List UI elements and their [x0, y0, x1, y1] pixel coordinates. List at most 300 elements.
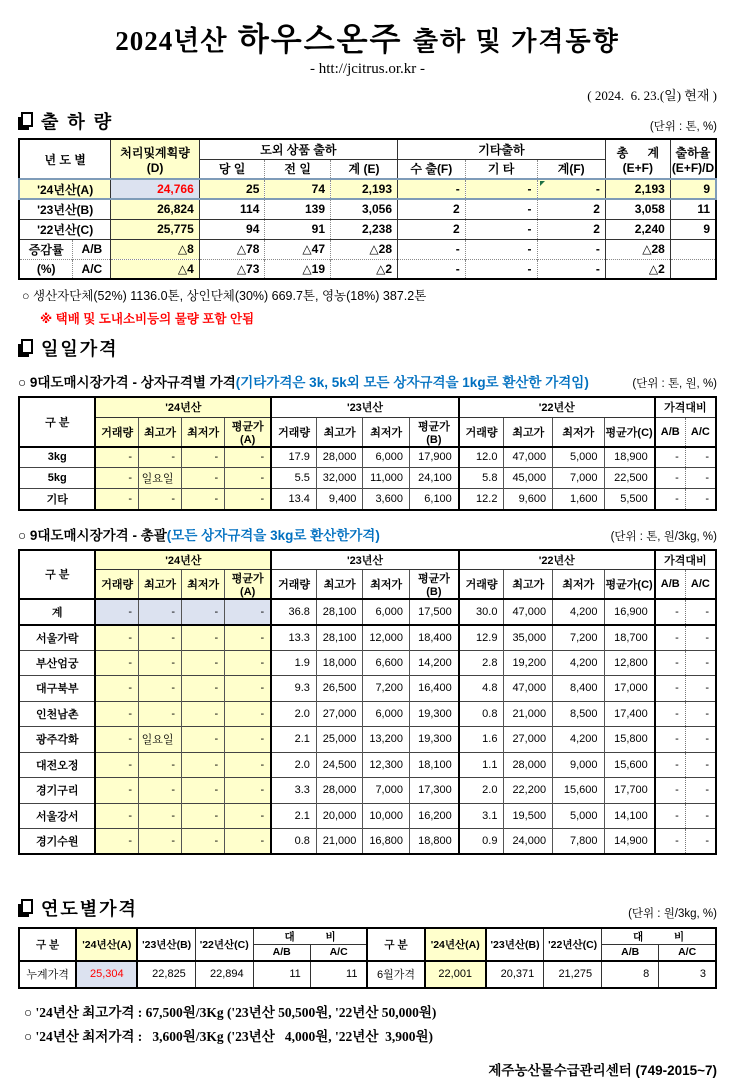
section-shipment-header — [18, 108, 717, 134]
table-cell: 18,900 — [604, 447, 655, 468]
row-label: 광주각화 — [19, 727, 95, 753]
col-y24: '24년산(A) — [425, 928, 486, 961]
cell-total: △2 — [605, 259, 670, 279]
cell-sum-e: 2,193 — [331, 179, 398, 199]
subcol: 최저가 — [553, 417, 604, 447]
table-cell: 19,200 — [504, 650, 553, 676]
cell-cumulative-y23: 22,825 — [137, 961, 195, 988]
table-cell: 28,100 — [316, 599, 363, 625]
subcol: 거래량 — [459, 417, 504, 447]
row-label: 대전오정 — [19, 752, 95, 778]
cell-total: 3,058 — [605, 199, 670, 219]
col-total — [605, 139, 670, 179]
subcol: 최고가 — [139, 570, 182, 600]
table-cell: - — [655, 676, 686, 702]
subcol: 거래량 — [271, 570, 316, 600]
table-cell: 9,600 — [504, 489, 553, 510]
table-cell: - — [685, 468, 716, 489]
cell-export: - — [398, 239, 466, 259]
highest-price-note: ○ '24년산 최고가격 : 67,500원/3Kg ('23년산 50,500원, '22년산 50,000원) — [24, 1004, 437, 1020]
table-cell: 9,400 — [316, 489, 363, 510]
cell-plan: △8 — [111, 239, 199, 259]
table-cell: 17,900 — [409, 447, 458, 468]
total-price-subheader — [18, 524, 717, 544]
col-ab: A/B — [253, 945, 310, 961]
subcol: 최고가 — [504, 570, 553, 600]
cell-total: 2,240 — [605, 219, 670, 239]
row-label: 계 — [19, 599, 95, 625]
table-cell: - — [182, 676, 225, 702]
row-2024 — [19, 179, 716, 199]
cell-sum-f — [537, 179, 605, 199]
grp-y23: '23년산 — [271, 550, 459, 570]
unit-label: (단위 : 원/3kg, %) — [628, 908, 717, 920]
col-y23: '23년산(B) — [137, 928, 195, 961]
cell-plan: 24,766 — [111, 179, 199, 199]
section-title-text: 일일가격 — [41, 339, 119, 359]
cell-prev: △47 — [265, 239, 331, 259]
col-plan — [111, 139, 199, 179]
table-cell: - — [655, 468, 686, 489]
table-cell: - — [685, 625, 716, 651]
table-cell: - — [182, 650, 225, 676]
col-total-line1: 총 계 — [616, 145, 668, 160]
col-y22: '22년산(C) — [195, 928, 253, 961]
subcol: 거래량 — [95, 570, 138, 600]
table-cell: 4,200 — [553, 599, 604, 625]
row-label: 기타 — [19, 489, 95, 510]
row-label-group: (%) — [19, 259, 73, 279]
table-cell: - — [655, 829, 686, 855]
table-cell: 1.6 — [459, 727, 504, 753]
table-cell: - — [655, 447, 686, 468]
box-price-table-body — [19, 447, 716, 510]
cell-total: 2,193 — [605, 179, 670, 199]
row-label: 경기수원 — [19, 829, 95, 855]
book-icon — [18, 339, 33, 357]
col-y24: '24년산(A) — [76, 928, 137, 961]
cell-june-ac: 3 — [659, 961, 716, 988]
table-cell: - — [139, 778, 182, 804]
col-daebi: 대 비 — [602, 928, 716, 945]
table-cell: 6,000 — [363, 599, 410, 625]
table-cell: 10,000 — [363, 803, 410, 829]
table-cell: 3.1 — [459, 803, 504, 829]
table-cell: 17,300 — [409, 778, 458, 804]
table-cell: - — [655, 727, 686, 753]
table-cell: 27,000 — [316, 701, 363, 727]
cell-export: 2 — [398, 199, 466, 219]
subcol: A/C — [685, 417, 716, 447]
book-icon — [18, 112, 33, 130]
col-ac: A/C — [659, 945, 716, 961]
table-row — [19, 468, 716, 489]
table-row — [19, 803, 716, 829]
table-cell: 47,000 — [504, 676, 553, 702]
table-cell: 0.9 — [459, 829, 504, 855]
table-cell: 8,500 — [553, 701, 604, 727]
section-daily-header — [18, 335, 717, 361]
lowest-price-note: ○ '24년산 최저가격 : 3,600원/3Kg ('23년산 4,000원, '22년산 3,900원) — [24, 1028, 434, 1044]
box-price-title-note: (기타가격은 3k, 5k외 모든 상자규격을 1kg로 환산한 가격임) — [235, 375, 589, 390]
row-label-group: 증감률 — [19, 239, 73, 259]
table-cell: - — [225, 701, 272, 727]
page-title — [18, 14, 717, 60]
section-daily-title — [18, 335, 119, 361]
issuer-footer: 제주농산물수급관리센터 (749-2015~7) — [488, 1062, 717, 1078]
table-cell: 12,300 — [363, 752, 410, 778]
cell-prev: △19 — [265, 259, 331, 279]
table-cell: 6,100 — [409, 489, 458, 510]
section-title-text: 연도별가격 — [41, 899, 138, 919]
subcol: 최고가 — [316, 570, 363, 600]
table-cell: 12.9 — [459, 625, 504, 651]
table-cell: 14,900 — [604, 829, 655, 855]
table-cell: 24,500 — [316, 752, 363, 778]
cell-etc: - — [465, 179, 537, 199]
table-cell: - — [655, 778, 686, 804]
table-cell: 18,100 — [409, 752, 458, 778]
table-cell: - — [225, 676, 272, 702]
table-cell: 21,000 — [504, 701, 553, 727]
grp-price-ratio: 가격대비 — [655, 550, 716, 570]
table-cell: - — [182, 625, 225, 651]
table-cell: 24,000 — [504, 829, 553, 855]
table-row — [19, 650, 716, 676]
shipment-table — [18, 138, 717, 280]
cell-rate — [670, 259, 716, 279]
title-suffix: 출하 및 가격동향 — [412, 27, 620, 56]
subcol: A/B — [655, 570, 686, 600]
col-daebi: 대 비 — [253, 928, 367, 945]
cell-today: △73 — [199, 259, 265, 279]
table-cell: - — [182, 778, 225, 804]
table-cell: 17.9 — [271, 447, 316, 468]
col-etc: 기 타 — [465, 159, 537, 179]
row-label: 6월가격 — [367, 961, 424, 988]
table-cell: - — [95, 803, 138, 829]
table-cell: 30.0 — [459, 599, 504, 625]
cell-etc: - — [465, 199, 537, 219]
cell-rate: 11 — [670, 199, 716, 219]
table-cell: - — [655, 625, 686, 651]
row-label: 3kg — [19, 447, 95, 468]
table-cell: - — [685, 727, 716, 753]
table-row — [19, 676, 716, 702]
as-of-date: ( 2024. 6. 23.(일) 현재 ) — [587, 88, 717, 103]
table-cell: - — [655, 599, 686, 625]
box-price-subheader — [18, 371, 717, 391]
subcol: 최저가 — [182, 417, 225, 447]
subcol: 최고가 — [139, 417, 182, 447]
table-cell: - — [182, 447, 225, 468]
cell-prev: 74 — [265, 179, 331, 199]
cell-cumulative-y24: 25,304 — [76, 961, 137, 988]
table-cell: 22,500 — [604, 468, 655, 489]
table-cell: - — [225, 625, 272, 651]
table-cell: - — [225, 752, 272, 778]
table-cell: - — [225, 727, 272, 753]
table-cell: - — [182, 727, 225, 753]
col-ac: A/C — [310, 945, 367, 961]
table-cell: - — [685, 752, 716, 778]
row-label: 대구북부 — [19, 676, 95, 702]
subcol: 평균가(B) — [409, 570, 458, 600]
row-2022 — [19, 219, 716, 239]
producer-note: ○ 생산자단체(52%) 1136.0톤, 상인단체(30%) 669.7톤, 영농(18%) 387.2톤 — [22, 289, 427, 303]
table-cell: 17,000 — [604, 676, 655, 702]
table-cell: - — [95, 468, 138, 489]
table-cell: 11,000 — [363, 468, 410, 489]
table-cell: - — [139, 676, 182, 702]
col-sum-e: 계 (E) — [331, 159, 398, 179]
total-price-table-body — [19, 599, 716, 854]
subcol: 평균가(A) — [225, 417, 272, 447]
table-cell: 35,000 — [504, 625, 553, 651]
col-export: 수 출(F) — [398, 159, 466, 179]
col-plan-line1: 처리및계획량 — [120, 145, 190, 160]
subcol: 평균가(C) — [604, 417, 655, 447]
table-cell: 19,300 — [409, 727, 458, 753]
table-cell: 3,600 — [363, 489, 410, 510]
yearly-table-body — [19, 961, 716, 988]
cell-prev: 139 — [265, 199, 331, 219]
table-cell: - — [685, 599, 716, 625]
table-cell: - — [182, 599, 225, 625]
table-cell: - — [139, 447, 182, 468]
cell-plan: 25,775 — [111, 219, 199, 239]
total-price-table-head — [19, 550, 716, 600]
grp-island-shipment: 도외 상품 출하 — [199, 139, 397, 159]
table-cell: - — [225, 599, 272, 625]
col-gubun: 구 분 — [45, 569, 70, 582]
table-cell: - — [95, 625, 138, 651]
table-cell: 일요일 — [139, 468, 182, 489]
row-label: '22년산(C) — [19, 219, 111, 239]
table-row — [19, 701, 716, 727]
table-cell: 15,800 — [604, 727, 655, 753]
subcol: 평균가(A) — [225, 570, 272, 600]
table-cell: - — [95, 489, 138, 510]
yearly-price-table — [18, 927, 717, 989]
col-year: 년 도 별 — [19, 139, 111, 179]
subcol: 최저가 — [363, 570, 410, 600]
cell-export: 2 — [398, 219, 466, 239]
table-cell: - — [182, 489, 225, 510]
exclusion-note: ※ 택배 및 도내소비등의 물량 포함 안됨 — [40, 312, 255, 326]
table-cell: 9.3 — [271, 676, 316, 702]
table-cell: 7,000 — [553, 468, 604, 489]
cell-plan: 26,824 — [111, 199, 199, 219]
table-cell: 0.8 — [459, 701, 504, 727]
table-cell: 12.2 — [459, 489, 504, 510]
table-cell: - — [685, 701, 716, 727]
total-price-table — [18, 549, 717, 856]
table-cell: - — [225, 489, 272, 510]
table-cell: 14,100 — [604, 803, 655, 829]
table-cell: 15,600 — [604, 752, 655, 778]
table-cell: 28,000 — [504, 752, 553, 778]
cell-export: - — [398, 259, 466, 279]
table-cell: - — [685, 829, 716, 855]
cell-sum-f: 2 — [537, 219, 605, 239]
grp-price-ratio: 가격대비 — [655, 397, 716, 417]
table-cell: 2.0 — [271, 752, 316, 778]
table-cell: - — [139, 625, 182, 651]
table-cell: 7,200 — [363, 676, 410, 702]
grp-y22: '22년산 — [459, 397, 655, 417]
cell-sum-e: △2 — [331, 259, 398, 279]
table-row — [19, 625, 716, 651]
box-price-table-head — [19, 397, 716, 447]
table-cell: 36.8 — [271, 599, 316, 625]
table-cell: 17,500 — [409, 599, 458, 625]
section-title-text: 출 하 량 — [41, 112, 114, 132]
table-cell: 17,700 — [604, 778, 655, 804]
table-cell: 26,500 — [316, 676, 363, 702]
cell-sum-e: 2,238 — [331, 219, 398, 239]
table-cell: 12,800 — [604, 650, 655, 676]
cell-cumulative-ab: 11 — [253, 961, 310, 988]
table-row — [19, 599, 716, 625]
cell-sum-f: - — [537, 239, 605, 259]
col-rate — [670, 139, 716, 179]
cell-sum-e: 3,056 — [331, 199, 398, 219]
table-cell: 7,800 — [553, 829, 604, 855]
table-cell: - — [95, 727, 138, 753]
table-cell: 20,000 — [316, 803, 363, 829]
col-y22: '22년산(C) — [544, 928, 602, 961]
box-price-title-text: ○ 9대도매시장가격 - 상자규격별 가격 — [18, 375, 236, 390]
table-cell: - — [95, 447, 138, 468]
table-cell: - — [182, 468, 225, 489]
cell-cumulative-y22: 22,894 — [195, 961, 253, 988]
unit-label: (단위 : 톤, 원, %) — [632, 378, 717, 390]
table-cell: 16,200 — [409, 803, 458, 829]
green-corner-marker-icon — [540, 181, 545, 186]
title-product: 하우스온주 — [237, 21, 403, 57]
book-icon — [18, 899, 33, 917]
table-cell: 5,000 — [553, 447, 604, 468]
table-cell: 19,300 — [409, 701, 458, 727]
cell-june-y24: 22,001 — [425, 961, 486, 988]
table-cell: - — [225, 778, 272, 804]
table-cell: - — [655, 803, 686, 829]
row-label: 5kg — [19, 468, 95, 489]
cell-today: △78 — [199, 239, 265, 259]
table-cell: 17,400 — [604, 701, 655, 727]
table-cell: - — [182, 701, 225, 727]
col-sum-f: 계(F) — [537, 159, 605, 179]
bottom-notes — [18, 1001, 717, 1045]
col-total-line2: (E+F) — [622, 160, 654, 175]
cell-sum-f: - — [537, 259, 605, 279]
cell-today: 114 — [199, 199, 265, 219]
cell-today: 25 — [199, 179, 265, 199]
table-cell: - — [139, 650, 182, 676]
table-cell: 2.8 — [459, 650, 504, 676]
row-2023 — [19, 199, 716, 219]
table-cell: - — [225, 447, 272, 468]
table-cell: 1.9 — [271, 650, 316, 676]
table-cell: - — [225, 829, 272, 855]
table-cell: 47,000 — [504, 599, 553, 625]
table-cell: - — [95, 778, 138, 804]
table-cell: - — [685, 650, 716, 676]
table-cell: 16,900 — [604, 599, 655, 625]
table-cell: 4.8 — [459, 676, 504, 702]
col-plan-line2: (D) — [146, 160, 164, 175]
cell-cumulative-ac: 11 — [310, 961, 367, 988]
table-cell: 28,100 — [316, 625, 363, 651]
table-cell: 24,100 — [409, 468, 458, 489]
table-cell: - — [685, 778, 716, 804]
table-cell: 13.3 — [271, 625, 316, 651]
table-cell: 13.4 — [271, 489, 316, 510]
table-cell: - — [225, 650, 272, 676]
table-cell: 22,200 — [504, 778, 553, 804]
col-prev: 전 일 — [265, 159, 331, 179]
grp-y24: '24년산 — [95, 550, 271, 570]
table-cell: 14,200 — [409, 650, 458, 676]
cell-sum-f-value: - — [595, 182, 600, 196]
title-year: 2024년산 — [115, 26, 228, 56]
cell-etc: - — [465, 239, 537, 259]
table-cell: 5.8 — [459, 468, 504, 489]
table-cell: 18,700 — [604, 625, 655, 651]
table-cell: - — [685, 803, 716, 829]
yearly-table-head — [19, 928, 716, 961]
col-rate-line1: 출하율 — [675, 145, 711, 160]
row-label: 서울강서 — [19, 803, 95, 829]
cell-prev: 91 — [265, 219, 331, 239]
table-cell: - — [139, 752, 182, 778]
table-cell: - — [182, 752, 225, 778]
cell-rate: 9 — [670, 179, 716, 199]
yearly-data-row — [19, 961, 716, 988]
table-row — [19, 829, 716, 855]
col-rate-line2: (E+F)/D — [671, 160, 715, 175]
table-cell: - — [655, 752, 686, 778]
table-cell: 12,000 — [363, 625, 410, 651]
table-cell: - — [95, 829, 138, 855]
table-cell: 28,000 — [316, 778, 363, 804]
cell-sum-e: △28 — [331, 239, 398, 259]
table-cell: 2.1 — [271, 727, 316, 753]
subcol: 최고가 — [504, 417, 553, 447]
cell-rate: 9 — [670, 219, 716, 239]
table-cell: 18,400 — [409, 625, 458, 651]
table-cell: 6,600 — [363, 650, 410, 676]
cell-total: △28 — [605, 239, 670, 259]
section-yearly-header — [18, 895, 717, 921]
site-url: - htt://jcitrus.or.kr - — [310, 61, 425, 77]
table-row — [19, 489, 716, 510]
row-label: 누계가격 — [19, 961, 76, 988]
cell-export: - — [398, 179, 466, 199]
table-cell: - — [225, 803, 272, 829]
table-cell: - — [139, 599, 182, 625]
row-label: 경기구리 — [19, 778, 95, 804]
table-cell: - — [139, 701, 182, 727]
table-cell: 28,000 — [316, 447, 363, 468]
cell-rate — [670, 239, 716, 259]
subcol: 평균가(B) — [409, 417, 458, 447]
cell-june-ab: 8 — [602, 961, 659, 988]
table-cell: 19,500 — [504, 803, 553, 829]
row-label: '23년산(B) — [19, 199, 111, 219]
subcol: 평균가(C) — [604, 570, 655, 600]
